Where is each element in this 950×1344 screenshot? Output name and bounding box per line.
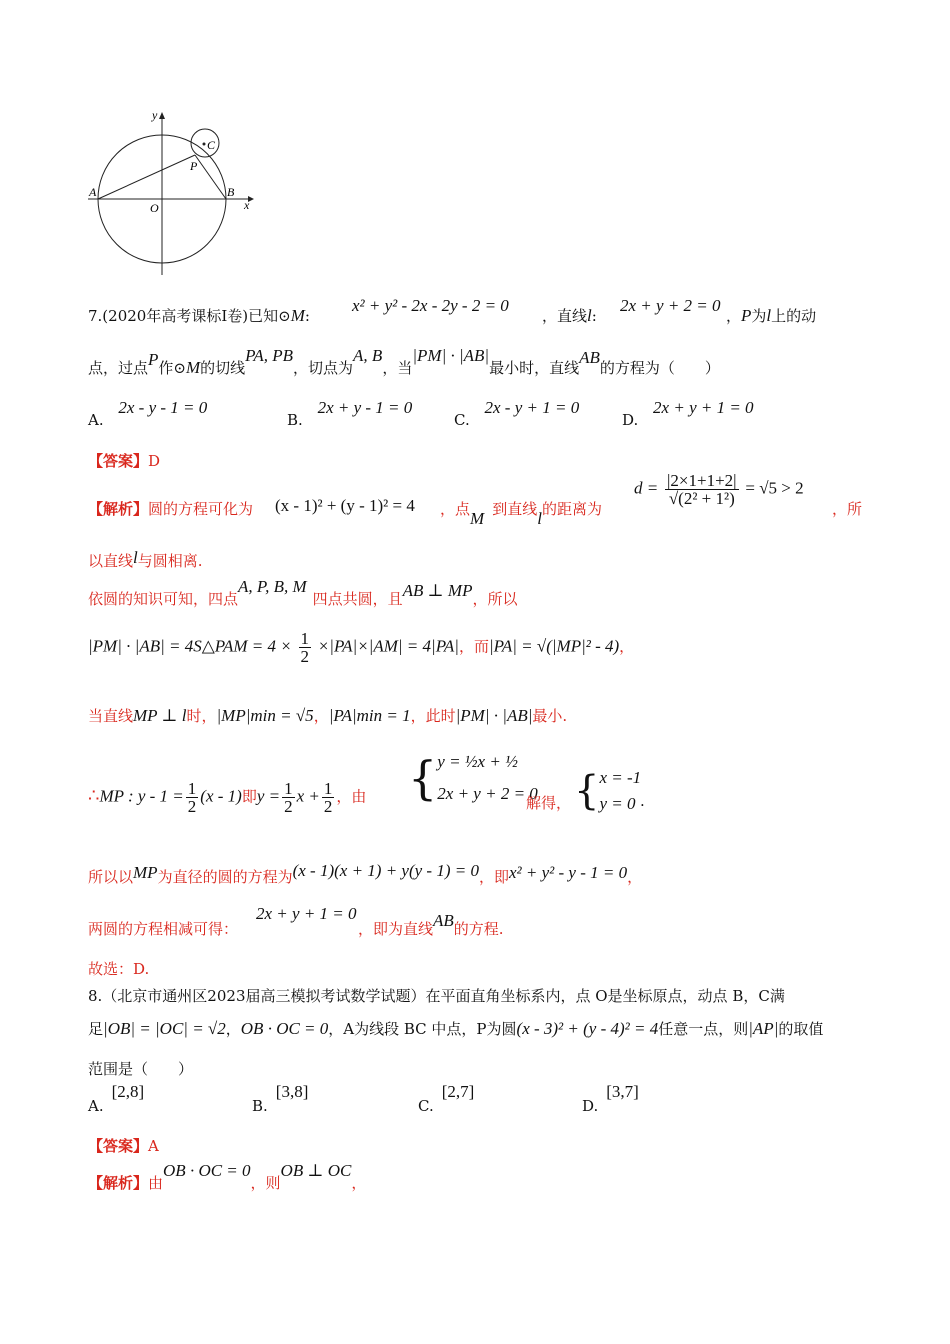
q7-system2: { x = -1 y = 0 [574, 768, 642, 814]
q7-line-text: ，直线l: [542, 306, 597, 325]
q7-option-a: A. 2x - y - 1 = 0 [88, 398, 208, 429]
label-b: B [227, 185, 235, 199]
point-c [203, 143, 206, 146]
q7-colon: : [304, 307, 310, 325]
q8-stem-line3: 范围是（ ） [88, 1060, 194, 1078]
q7-sol-line1-b: ，点M 到直线l的距离为 [440, 500, 602, 528]
q7-prefix: 7.(2020年高考课标Ⅰ卷)已知⊙ [88, 307, 291, 325]
dist-num: |2×1+1+2| [667, 471, 737, 490]
q7-conclusion: 故选：D. [88, 960, 150, 978]
q7-sol-line7: 所以以MP为直径的圆的方程为(x - 1)(x + 1) + y(y - 1) = 0，即x² + y² - y - 1 = 0， [88, 861, 643, 886]
label-x: x [244, 198, 250, 212]
q7-sol-line5: 当直线MP ⊥ l时，|MP|min = √5，|PA|min = 1，此时|PM| · |AB|最小. [88, 706, 568, 725]
dist-den: √(2² + 1²) [668, 489, 735, 508]
q7-sol-line4: |PM| · |AB| = 4S△PAM = 4 × $\frac{1}{2}$ ×|PA|×|AM| = 4|PA|，而|PA| = √(|MP|² - 4)， [88, 629, 635, 666]
q7-p: P [741, 306, 752, 325]
label-p: P [190, 159, 198, 173]
q7-l2: l [766, 306, 772, 325]
sys1-top: y = ½x + ½ [437, 752, 518, 771]
q7-line-eq: 2x + y + 2 = 0 [620, 296, 721, 315]
q7-line1-tail: ，P为l上的动 [726, 306, 817, 325]
q7-sol-line3: 依圆的知识可知，四点A, P, B, M四点共圆，且AB ⊥ MP，所以 [88, 577, 518, 608]
q7-colon2: : [591, 307, 597, 325]
q7-stem-line1 [88, 305, 310, 326]
q7-distance-formula: d = $\frac{|2\times 1+1+2|}{\text{√(2² + 1²)}}$ = √5 > 2 [634, 471, 804, 508]
q7-sol-line1-end: ，所 [832, 500, 863, 518]
q7-option-b: B. 2x + y - 1 = 0 [287, 398, 413, 429]
label-y: y [152, 108, 158, 122]
q8-sol-line1: 【解析】由OB · OC = 0，则OB ⊥ OC， [88, 1161, 367, 1192]
q7-l: l [587, 306, 592, 325]
geometry-figure [80, 105, 260, 285]
q8-stem-line1: 8.（北京市通州区2023届高三模拟考试数学试题）在平面直角坐标系内，点 O是坐标原点，动点 B，C满 [88, 987, 785, 1005]
label-c: C [207, 138, 216, 152]
q7-system1: { y = ½x + ½ 2x + y + 2 = 0 [408, 751, 538, 805]
q8-option-b: B.[3,8] [252, 1082, 309, 1115]
q7-m: M [290, 306, 305, 325]
q7-jiede: 解得， [526, 794, 572, 812]
q7-circle-eq: x² + y² - 2x - 2y - 2 = 0 [352, 296, 509, 315]
segment-ap [98, 155, 195, 199]
q7-sol-line8-b: ，即为直线AB的方程. [358, 911, 504, 938]
q8-option-c: C.[2,7] [418, 1082, 475, 1115]
q7-option-c: C. 2x - y + 1 = 0 [454, 398, 580, 429]
q8-answer: 【答案】A [88, 1137, 159, 1155]
q7-stem-line2: 点，过点P作⊙M的切线PA, PB，切点为A, B，当|PM| · |AB|最小时，直线AB的方程为（ ） [88, 346, 720, 377]
sys1-bot: 2x + y + 2 = 0 [437, 784, 538, 803]
q8-option-a: A.[2,8] [88, 1082, 145, 1115]
q7-sol-line6: ∴MP : y - 1 = $\frac{1}{2}$ (x - 1)即y = $\frac{1}{2}$ x + $\frac{1}{2}$ ，由 [88, 779, 367, 816]
q7-sol8-eq: 2x + y + 1 = 0 [256, 904, 357, 923]
q7-answer: 【答案】D [88, 452, 161, 470]
q7-sol-line6-end: . [640, 792, 645, 810]
q7-sol-line2: 以直线l与圆相离. [88, 548, 203, 570]
q7-sol-line1: 【解析】圆的方程可化为 [88, 500, 254, 518]
q7-sol-line8: 两圆的方程相减可得： [88, 920, 239, 938]
q7-option-d: D. 2x + y + 1 = 0 [622, 398, 754, 429]
q8-option-d: D.[3,7] [582, 1082, 639, 1115]
q7-sol-circle-eq: (x - 1)² + (y - 1)² = 4 [275, 496, 415, 515]
y-axis-arrow [159, 112, 165, 119]
segment-pb [195, 155, 226, 199]
label-a: A [89, 185, 97, 199]
q8-stem-line2: 足|OB| = |OC| = √2，OB · OC = 0，A为线段 BC 中点，P为圆(x - 3)² + (y - 4)² = 4任意一点，则|AP|的取值 [88, 1019, 824, 1038]
label-o: O [150, 201, 159, 215]
